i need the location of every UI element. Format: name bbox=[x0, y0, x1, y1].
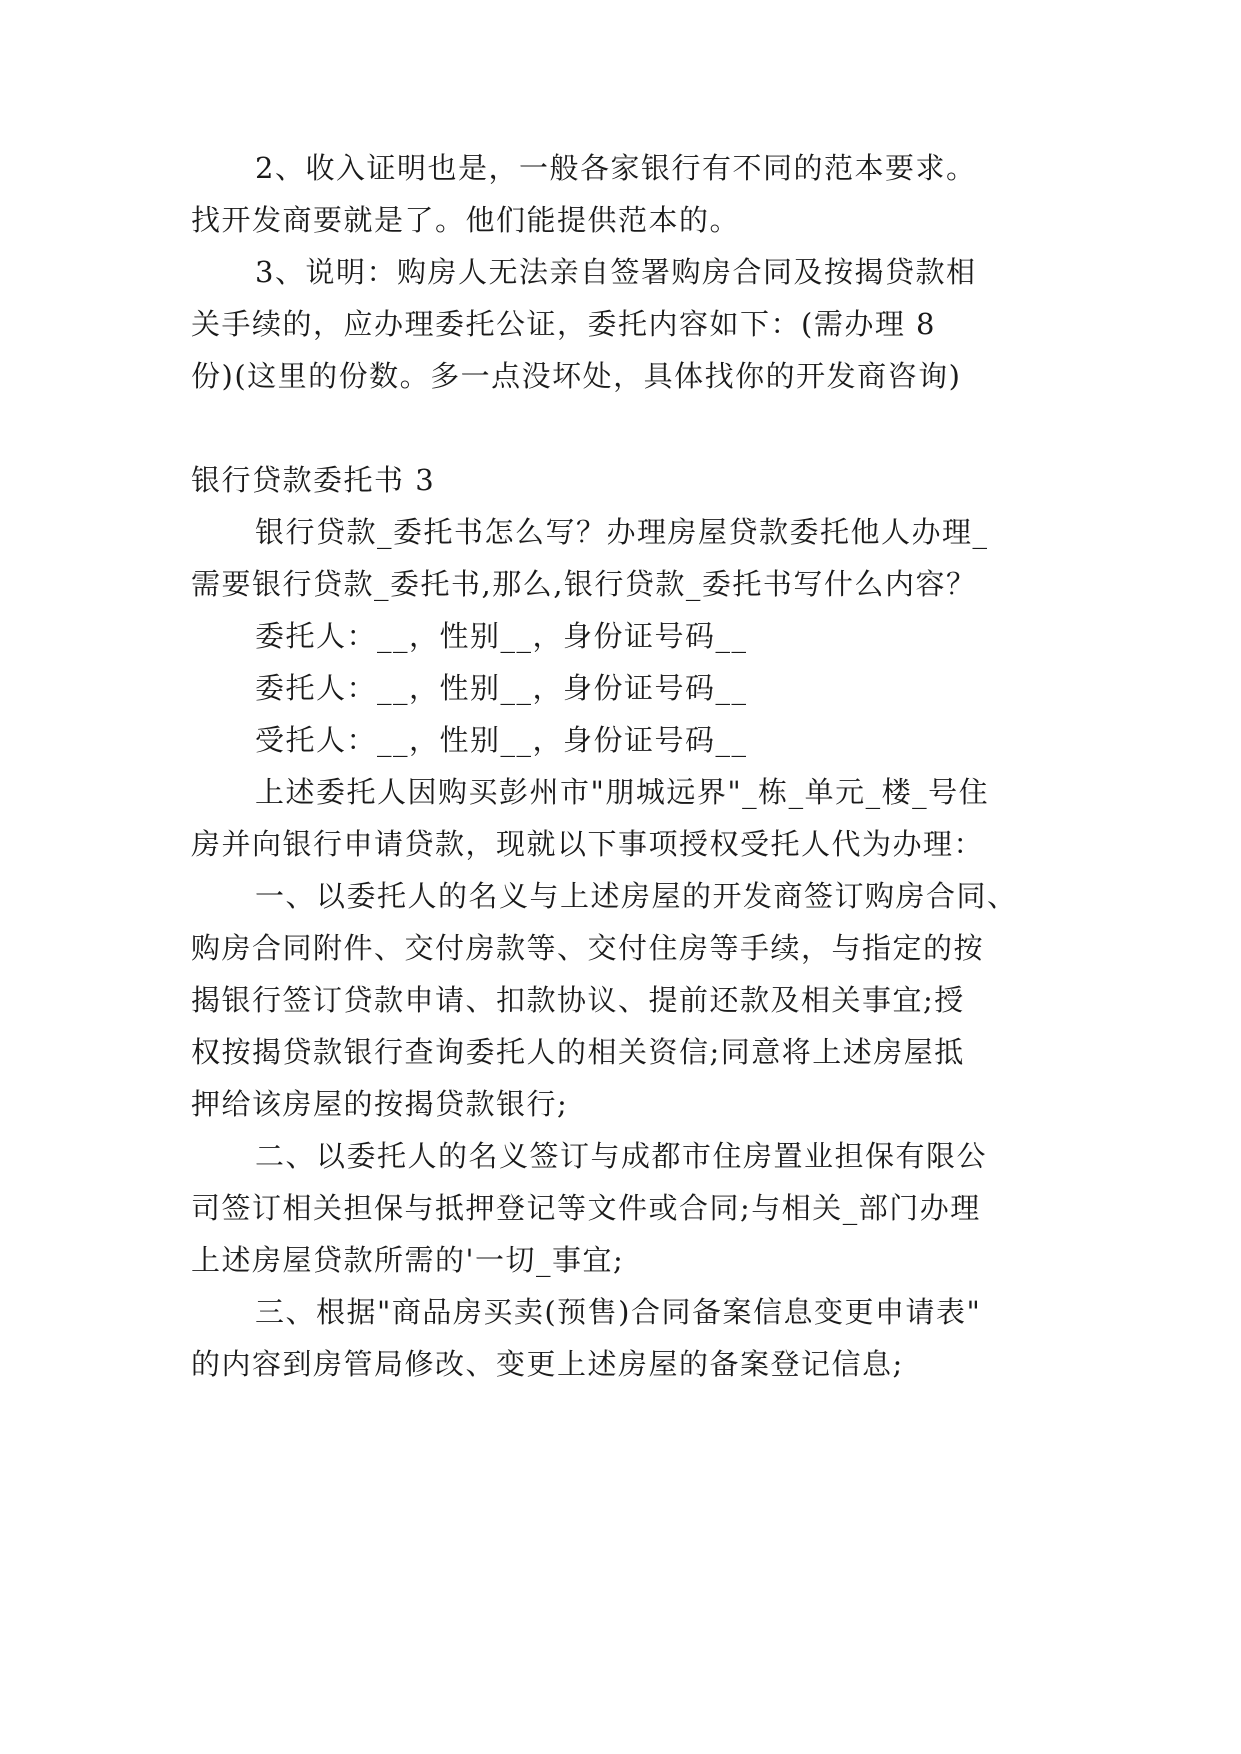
form-field-line: 委托人：__，性别__，身份证号码__ bbox=[255, 671, 748, 705]
paragraph-line: 房并向银行申请贷款，现就以下事项授权受托人代为办理： bbox=[191, 827, 985, 861]
paragraph-line: 上述委托人因购买彭州市"朋城远界"_栋_单元_楼_号住 bbox=[255, 775, 990, 809]
section-title: 银行贷款委托书 3 bbox=[191, 463, 436, 497]
paragraph-line: 购房合同附件、交付房款等、交付住房等手续，与指定的按 bbox=[191, 931, 985, 965]
paragraph-line: 3、说明：购房人无法亲自签署购房合同及按揭贷款相 bbox=[255, 255, 977, 289]
paragraph-line: 一、以委托人的名义与上述房屋的开发商签订购房合同、 bbox=[255, 879, 1018, 913]
paragraph-line: 司签订相关担保与抵押登记等文件或合同;与相关_部门办理 bbox=[191, 1191, 981, 1225]
paragraph-line: 的内容到房管局修改、变更上述房屋的备案登记信息; bbox=[191, 1347, 904, 1381]
paragraph-line: 份)(这里的份数。多一点没坏处，具体找你的开发商咨询) bbox=[191, 359, 962, 393]
paragraph-line: 找开发商要就是了。他们能提供范本的。 bbox=[191, 203, 741, 237]
paragraph-line: 权按揭贷款银行查询委托人的相关资信;同意将上述房屋抵 bbox=[191, 1035, 965, 1069]
paragraph-line: 揭银行签订贷款申请、扣款协议、提前还款及相关事宜;授 bbox=[191, 983, 965, 1017]
form-field-line: 委托人：__，性别__，身份证号码__ bbox=[255, 619, 748, 653]
paragraph-line: 银行贷款_委托书怎么写？办理房屋贷款委托他人办理_ bbox=[255, 515, 989, 549]
paragraph-line: 押给该房屋的按揭贷款银行; bbox=[191, 1087, 569, 1121]
form-field-line: 受托人：__，性别__，身份证号码__ bbox=[255, 723, 748, 757]
paragraph-line: 关手续的，应办理委托公证，委托内容如下：(需办理 8 bbox=[191, 307, 936, 341]
paragraph-line: 二、以委托人的名义签订与成都市住房置业担保有限公 bbox=[255, 1139, 988, 1173]
paragraph-line: 需要银行贷款_委托书,那么,银行贷款_委托书写什么内容？ bbox=[191, 567, 977, 601]
paragraph-line: 三、根据"商品房买卖(预售)合同备案信息变更申请表" bbox=[255, 1295, 982, 1329]
paragraph-line: 上述房屋贷款所需的'一切_事宜; bbox=[191, 1243, 625, 1277]
paragraph-line: 2、收入证明也是，一般各家银行有不同的范本要求。 bbox=[255, 151, 977, 185]
